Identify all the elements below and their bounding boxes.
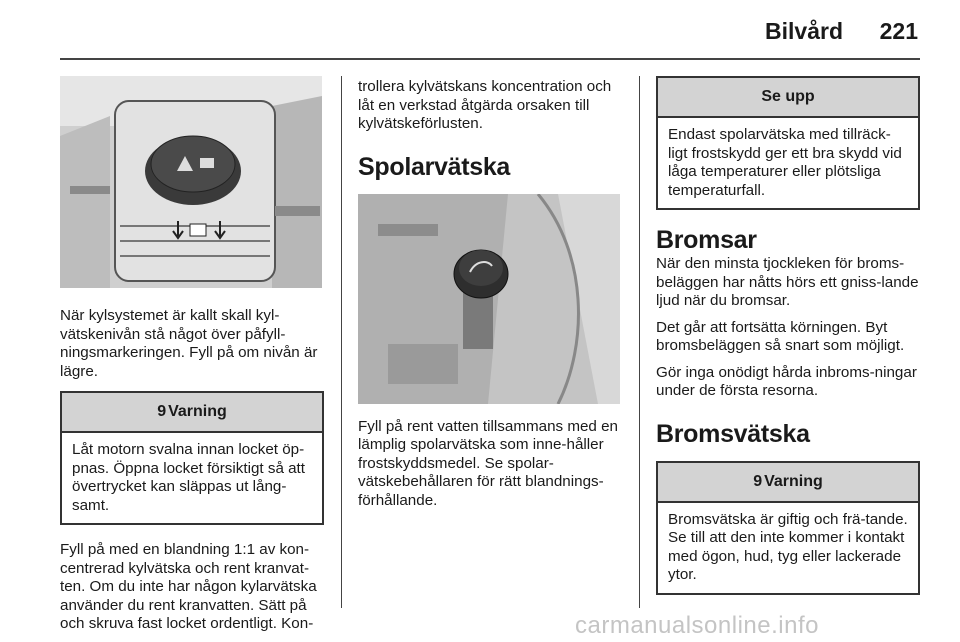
warning-icon: 9 [157, 403, 167, 420]
page-header [0, 0, 960, 62]
warning-text: Låt motorn svalna innan locket öp-pnas. Öppna locket försiktigt så att övertrycket kan släppas ut lång-samt. [72, 441, 305, 514]
warning-header [62, 393, 322, 433]
bromsar-heading: Bromsar [656, 226, 757, 254]
column-middle [358, 78, 622, 510]
column-divider [639, 76, 640, 608]
caution-text: Endast spolarvätska med tillräck-ligt frostskydd ger ett bra skydd vid låga temperaturer eller plötsliga temperaturfall. [668, 126, 902, 199]
washer-fluid-text: Fyll på rent vatten tillsammans med en lämplig spolarvätska som inne-håller frostskyddsmedel. Se spolar-vätskebehållaren för rätt blandnings-förhållande. [358, 417, 618, 509]
bromsar-paragraph-3: Gör inga onödigt hårda inbroms-ningar under de första resorna. [656, 363, 917, 399]
coolant-level-text: När kylsystemet är kallt skall kyl-vätskenivån stå något över påfyll-ningsmarkeringen. Fyll på om nivån är lägre. [60, 307, 318, 380]
coolant-continued-text: trollera kylvätskans koncentration och låt en verkstad åtgärda orsaken till kylvätskeförlusten. [358, 78, 612, 132]
warning-title: Varning [168, 403, 227, 420]
bromsar-paragraph-2: Det går att fortsätta körningen. Byt bromsbeläggen så snart som möjligt. [656, 318, 905, 354]
section-title: Bilvård [765, 18, 843, 44]
warning-icon: 9 [753, 472, 763, 490]
watermark: carmanualsonline.info [575, 612, 819, 639]
caution-header: Se upp [658, 78, 918, 118]
bromsar-paragraph-1: När den minsta tjockleken för broms-beläggen har nåtts hörs ett gniss-lande ljud när du bromsar. [656, 255, 919, 309]
washer-fluid-photo [358, 194, 620, 404]
column-right [656, 76, 920, 595]
coolant-fill-text: Fyll på med en blandning 1:1 av kon-centrerad kylvätska och rent kranvat-ten. Om du inte har någon kylarvätska använder du rent kranvatten. Sätt på och skruva fast locket ordentligt. Kon- [60, 541, 317, 632]
caution-box [656, 76, 920, 210]
warning-header [658, 463, 918, 503]
spolarvatska-heading: Spolarvätska [358, 152, 511, 181]
bromsvatska-heading: Bromsvätska [656, 419, 810, 448]
coolant-reservoir-photo [60, 76, 322, 288]
header-rule [60, 58, 920, 60]
warning-box [60, 391, 324, 525]
page-number: 221 [879, 18, 918, 44]
warning-box [656, 461, 920, 595]
column-left [60, 76, 324, 634]
warning-title: Varning [764, 472, 823, 490]
column-divider [341, 76, 342, 608]
warning-text: Bromsvätska är giftig och frä-tande. Se till att den inte kommer i kontakt med ögon, hud, tyg eller lackerade ytor. [668, 510, 908, 583]
